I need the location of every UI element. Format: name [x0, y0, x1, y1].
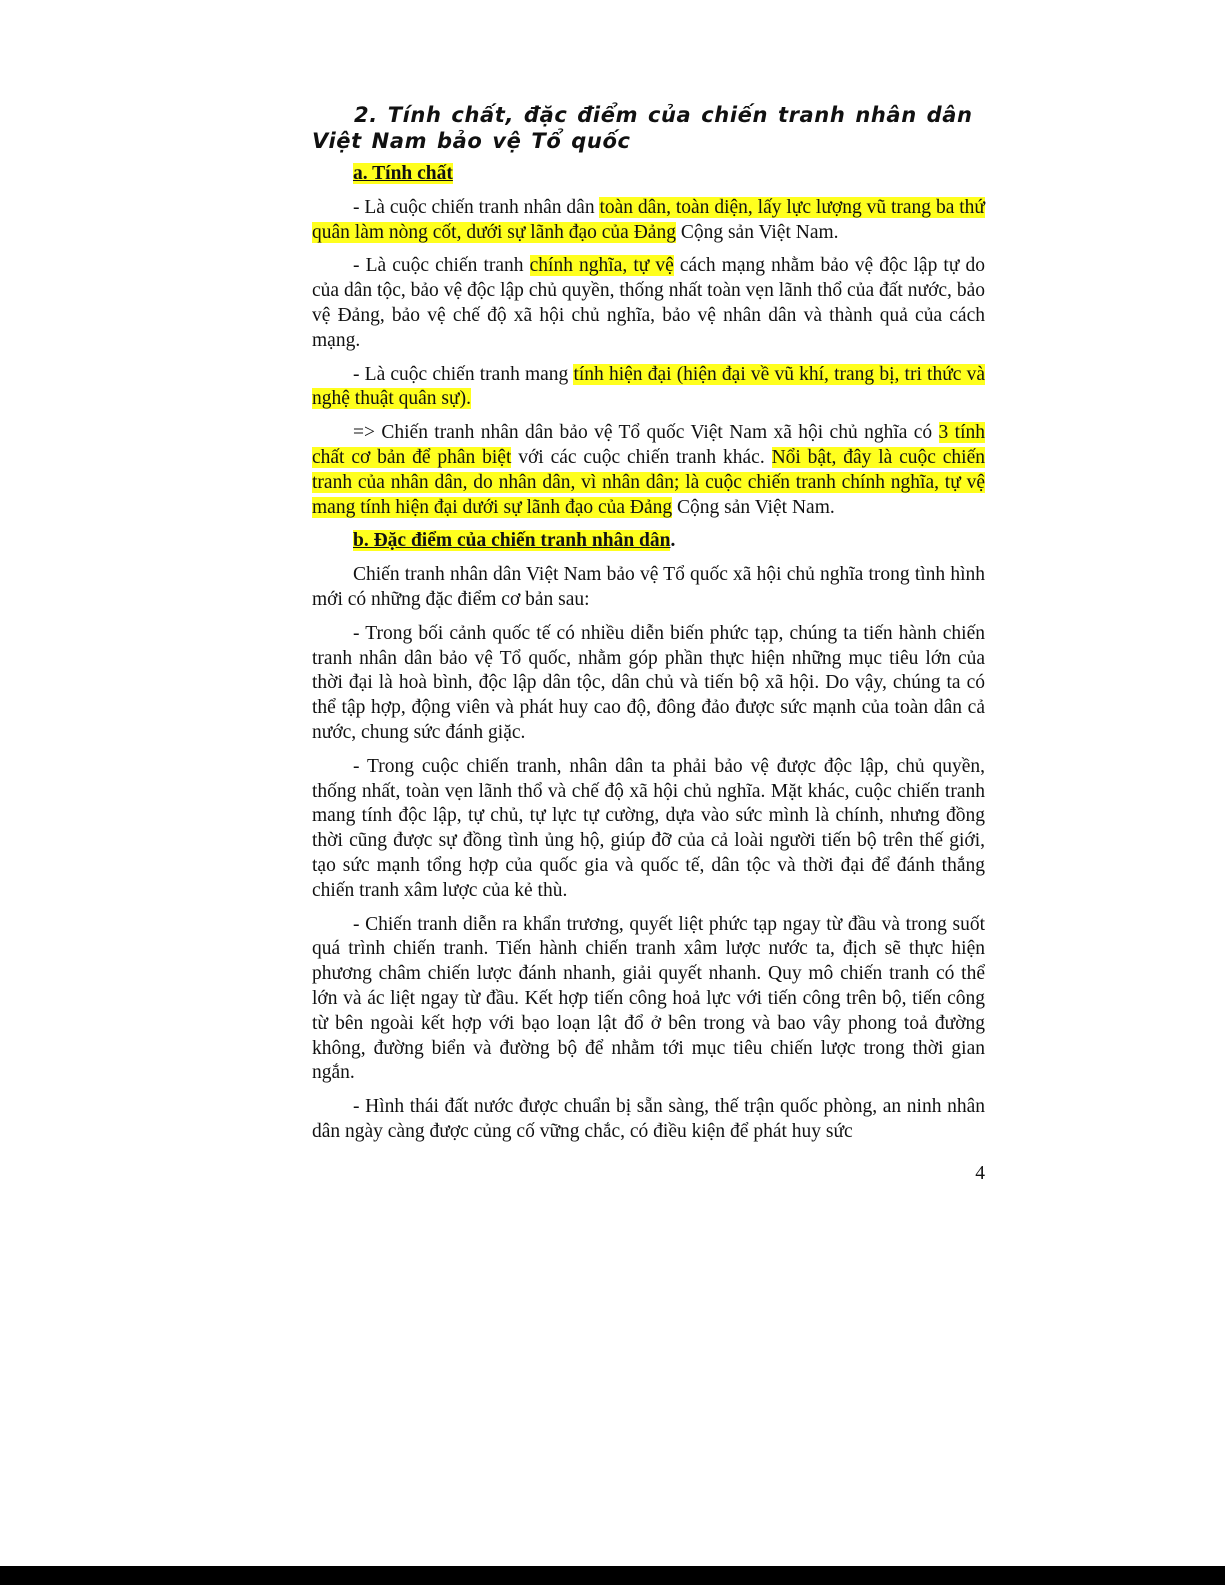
- text-run: .: [670, 530, 676, 552]
- highlighted-text: tính hiện đại (hiện đại về vũ khí, trang bị, tri thức và nghệ thuật quân sự).: [312, 363, 985, 410]
- paragraph-a2: [312, 254, 985, 353]
- subheading-tinh-chat-text: a. Tính chất: [353, 163, 453, 184]
- paragraph-b5: - Hình thái đất nước được chuẩn bị sẵn sàng, thế trận quốc phòng, an ninh nhân dân ngày càng được củng cố vững chắc, có điều kiện để phát huy sức: [312, 1096, 985, 1142]
- text-run: cách mạng nhằm bảo vệ độc lập tự do của dân tộc, bảo vệ độc lập chủ quyền, thống nhất toàn vẹn lãnh thổ của đất nước, bảo vệ Đảng, bảo vệ chế độ xã hội chủ nghĩa, bảo vệ nhân dân và thành quả của cách mạng.: [312, 255, 985, 351]
- highlighted-text: Nổi bật, đây là cuộc chiến tranh của nhân dân, do nhân dân, vì nhân dân; là cuộc chiến tranh chính nghĩa, tự vệ mang tính hiện đại dưới sự lãnh đạo của Đảng: [312, 446, 986, 518]
- paragraph-b3: - Trong cuộc chiến tranh, nhân dân ta phải bảo vệ được độc lập, chủ quyền, thống nhất, toàn vẹn lãnh thổ và chế độ xã hội chủ nghĩa. Mặt khác, cuộc chiến tranh mang tính độc lập, tự chủ, tự lực tự cường, dựa vào sức mình là chính, nhưng đồng thời cũng được sự đồng tình ủng hộ, giúp đỡ của cả loài người tiến bộ trên thế giới, tạo sức mạnh tổng hợp của quốc gia và quốc tế, dân tộc và thời đại để đánh thắng chiến tranh xâm lược của kẻ thù.: [312, 755, 985, 901]
- text-run: - Là cuộc chiến tranh mang: [353, 363, 574, 385]
- paragraph-b4: - Chiến tranh diễn ra khẩn trương, quyết liệt phức tạp ngay từ đầu và trong suốt quá trình chiến tranh. Tiến hành chiến tranh xâm lược nước ta, địch sẽ thực hiện phương châm chiến lược đánh nhanh, giải quyết nhanh. Quy mô chiến tranh có thể lớn và ác liệt ngay từ đầu. Kết hợp tiến công hoả lực với tiến công trên bộ, tiến công từ bên ngoài kết hợp với bạo loạn lật đổ ở bên trong và bao vây phong toả đường không, đường biển và đường bộ để nhằm tới mục tiêu chiến lược trong thời gian ngắn.: [312, 913, 985, 1084]
- highlighted-text: toàn dân, toàn diện, lấy lực lượng vũ trang ba thứ quân làm nòng cốt, dưới sự lãnh đạo của Đảng: [312, 196, 985, 243]
- highlighted-text: 3 tính chất cơ bản để phân biệt: [312, 422, 985, 468]
- section-title: 2. Tính chất, đặc điểm của chiến tranh nhân dân Việt Nam bảo vệ Tổ quốc: [312, 103, 973, 153]
- paragraph-a4: [312, 421, 985, 520]
- text-run: Cộng sản Việt Nam.: [675, 221, 839, 243]
- paragraph-a3: [312, 363, 985, 413]
- paragraph-b1: Chiến tranh nhân dân Việt Nam bảo vệ Tổ quốc xã hội chủ nghĩa trong tình hình mới có những đặc điểm cơ bản sau:: [312, 564, 985, 610]
- highlighted-text: chính nghĩa, tự vệ: [529, 255, 674, 277]
- bottom-border: [0, 1566, 1225, 1585]
- text-run: với các cuộc chiến tranh khác.: [511, 446, 772, 468]
- page-number: 4: [975, 1163, 985, 1184]
- text-run: - Là cuộc chiến tranh nhân dân: [353, 196, 600, 218]
- subheading-dac-diem-text: b. Đặc điểm của chiến tranh nhân dân: [353, 530, 671, 552]
- text-run: => Chiến tranh nhân dân bảo vệ Tổ quốc Việt Nam xã hội chủ nghĩa có: [353, 422, 939, 444]
- paragraph-a1: [312, 196, 985, 246]
- document-page: [312, 102, 985, 1154]
- text-run: - Là cuộc chiến tranh: [353, 255, 530, 277]
- paragraph-b2: - Trong bối cảnh quốc tế có nhiều diễn biến phức tạp, chúng ta tiến hành chiến tranh nhân dân bảo vệ Tổ quốc, nhằm góp phần thực hiện những mục tiêu lớn của thời đại là hoà bình, độc lập dân tộc, dân chủ và tiến bộ xã hội. Do vậy, chúng ta có thể tập hợp, động viên và phát huy cao độ, đông đảo được sức mạnh của toàn dân cả nước, chung sức đánh giặc.: [312, 622, 985, 743]
- text-run: Cộng sản Việt Nam.: [672, 496, 835, 518]
- subheading-tinh-chat: [312, 162, 985, 187]
- subheading-dac-diem: [312, 529, 985, 554]
